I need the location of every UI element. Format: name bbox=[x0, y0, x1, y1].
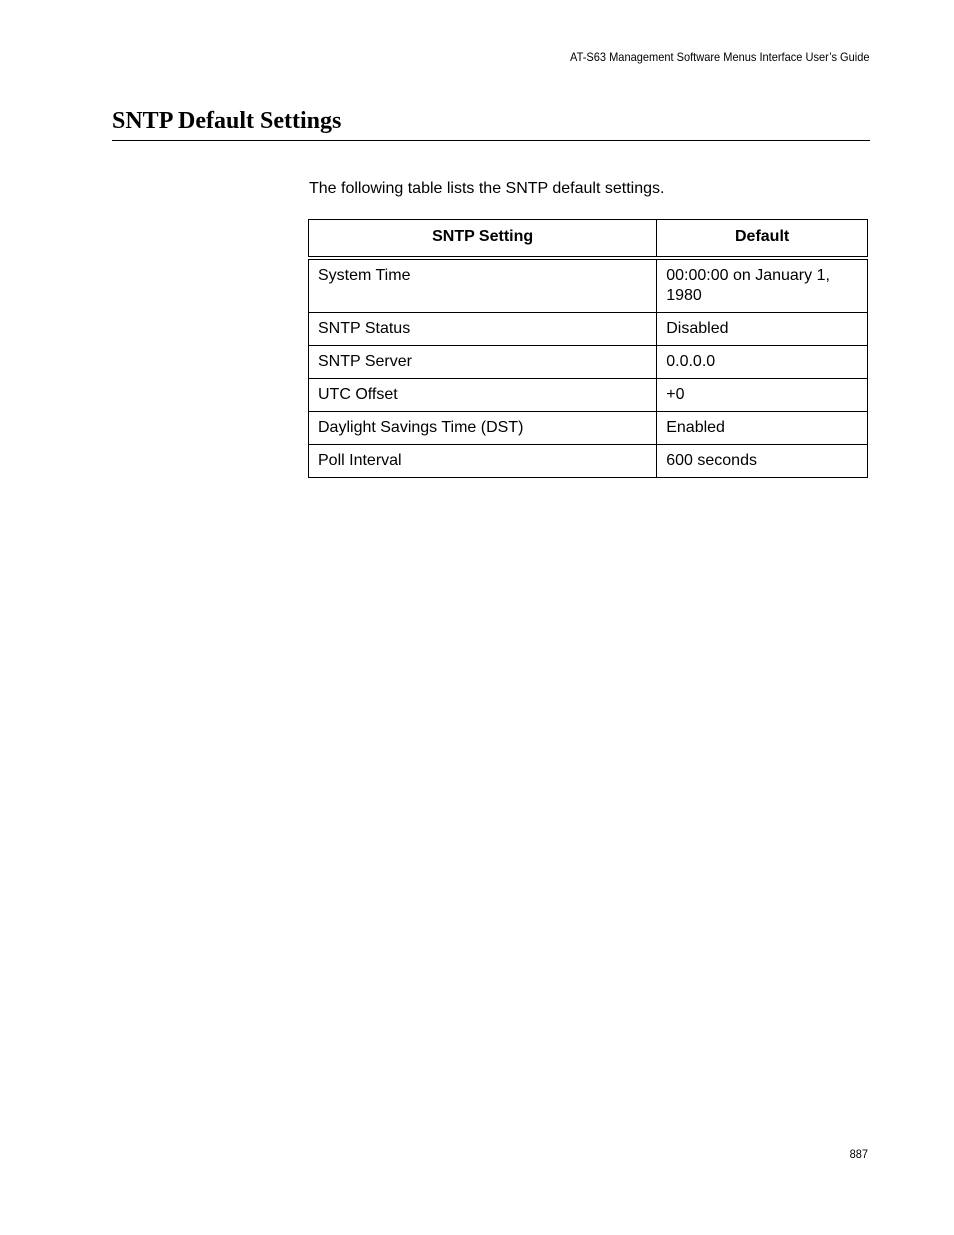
section-title: SNTP Default Settings bbox=[112, 108, 342, 134]
table-row bbox=[309, 412, 868, 445]
running-header: AT-S63 Management Software Menus Interface User’s Guide bbox=[569, 50, 869, 64]
default-cell: 600 seconds bbox=[657, 445, 868, 478]
setting-cell: UTC Offset bbox=[309, 379, 657, 412]
default-cell: +0 bbox=[657, 379, 868, 412]
setting-cell: Poll Interval bbox=[309, 445, 657, 478]
default-cell: Enabled bbox=[657, 412, 868, 445]
page-number: 887 bbox=[849, 1147, 868, 1161]
column-header-default: Default bbox=[657, 220, 868, 259]
default-cell: 00:00:00 on January 1, 1980 bbox=[657, 258, 868, 313]
setting-cell: System Time bbox=[309, 258, 657, 313]
table-header-row bbox=[309, 220, 868, 259]
sntp-defaults-table bbox=[308, 219, 868, 478]
setting-cell: SNTP Status bbox=[309, 313, 657, 346]
table-row bbox=[309, 346, 868, 379]
default-cell: 0.0.0.0 bbox=[657, 346, 868, 379]
intro-paragraph: The following table lists the SNTP default settings. bbox=[309, 180, 665, 197]
table-row bbox=[309, 313, 868, 346]
table-row bbox=[309, 445, 868, 478]
table-row bbox=[309, 379, 868, 412]
default-cell: Disabled bbox=[657, 313, 868, 346]
setting-cell: SNTP Server bbox=[309, 346, 657, 379]
column-header-setting: SNTP Setting bbox=[309, 220, 657, 259]
setting-cell: Daylight Savings Time (DST) bbox=[309, 412, 657, 445]
table-row bbox=[309, 258, 868, 313]
title-divider bbox=[112, 140, 870, 141]
